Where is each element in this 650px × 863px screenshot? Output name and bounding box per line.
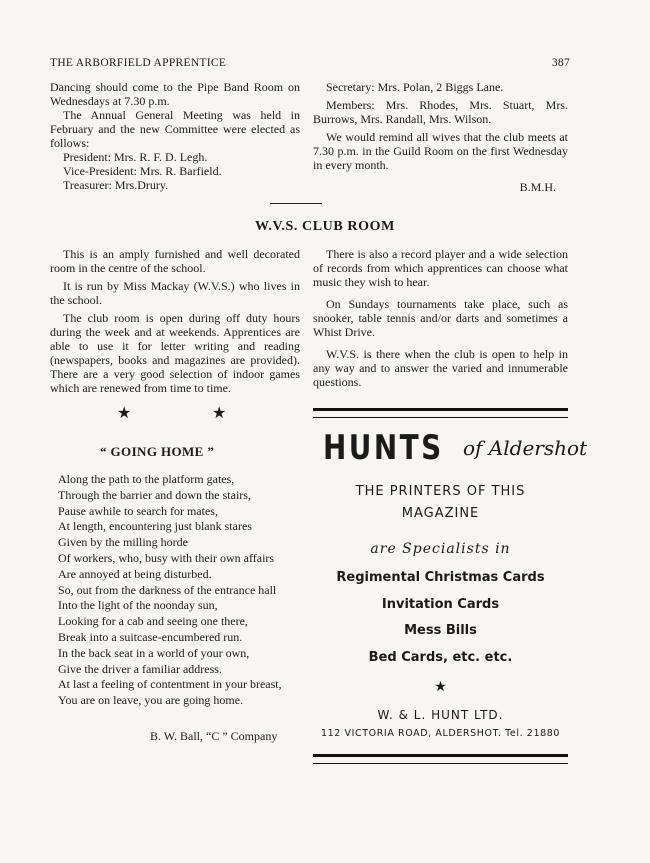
poem-line: Into the light of the noonday sun,: [58, 598, 218, 613]
advert-tagline: are Specialists in: [370, 541, 511, 557]
wvs-heading: W.V.S. CLUB ROOM: [255, 219, 395, 234]
advert-item: Regimental Christmas Cards: [336, 570, 545, 585]
paragraph: W.V.S. is there when the club is open to help in any way and to answer the varied and innumerable questions.: [313, 347, 568, 389]
brand-suffix: of Aldershot: [463, 436, 588, 460]
poem-line: In the back seat in a world of your own,: [58, 645, 250, 660]
poem-line: Looking for a cab and seeing one there,: [58, 614, 248, 629]
section-divider: [270, 203, 322, 204]
poem-line: Along the path to the platform gates,: [58, 472, 235, 486]
advert-line: MAGAZINE: [401, 506, 480, 521]
committee-secretary: Secretary: Mrs. Polan, 2 Biggs Lane.: [326, 80, 504, 94]
poem-line: So, out from the darkness of the entrance hall: [58, 582, 277, 597]
top-right-column: [313, 80, 568, 194]
journal-title: THE ARBORFIELD APPRENTICE: [50, 57, 227, 69]
poem-line: Given by the milling horde: [58, 535, 188, 550]
advert-company: W. & L. HUNT LTD.: [377, 708, 504, 722]
poem-author: B. W. Ball, “C ” Company: [150, 729, 278, 743]
signature: B.M.H.: [519, 180, 556, 194]
advert-line: THE PRINTERS OF THIS: [355, 484, 526, 499]
advert-brand: [313, 428, 588, 468]
star-icon: ★: [117, 405, 132, 422]
poem-title: “ GOING HOME ”: [100, 444, 215, 459]
committee-president: President: Mrs. R. F. D. Legh.: [63, 150, 208, 164]
paragraph: On Sundays tournaments take place, such as snooker, table tennis and/or darts and sometimes a Whist Drive.: [313, 297, 568, 339]
advert-item: Mess Bills: [404, 623, 477, 638]
wvs-left-column: [50, 247, 300, 395]
poem-line: At length, encountering just blank stares: [58, 519, 252, 534]
page-number: 387: [551, 57, 570, 69]
advert-top-rule: [313, 408, 568, 418]
poem-line: Break into a suitcase-encumbered run.: [58, 629, 243, 644]
brand-name: HUNTS: [323, 428, 444, 468]
star-icon: ★: [434, 679, 447, 695]
poem-line: Are annoyed at being disturbed.: [58, 566, 212, 581]
poem-body: [58, 472, 308, 709]
wvs-right-column: [313, 247, 568, 389]
advert-item: Invitation Cards: [381, 597, 500, 612]
poem-line: Give the driver a familiar address.: [58, 661, 222, 676]
paragraph: Dancing should come to the Pipe Band Room on Wednesdays at 7.30 p.m.: [50, 80, 300, 108]
advert-bottom-rule: [313, 754, 568, 764]
paragraph: We would remind all wives that the club meets at 7.30 p.m. in the Guild Room on the first Wednesday in every month.: [313, 130, 568, 172]
advert-item: Bed Cards, etc. etc.: [368, 650, 513, 665]
paragraph: The club room is open during off duty hours during the week and at weekends. Apprentices are able to use it for letter writing and reading (newspapers, books and magazines are provided). There are a very good selection of indoor games which are renewed from time to time.: [50, 311, 300, 395]
paragraph: The Annual General Meeting was held in February and the new Committee were elected as follows:: [50, 108, 300, 150]
committee-members: Members: Mrs. Rhodes, Mrs. Stuart, Mrs. Burrows, Mrs. Randall, Mrs. Wilson.: [313, 98, 568, 126]
paragraph: This is an amply furnished and well decorated room in the centre of the school.: [50, 247, 300, 275]
advert-address: 112 VICTORIA ROAD, ALDERSHOT. Tel. 21880: [320, 728, 561, 739]
paragraph: There is also a record player and a wide selection of records from which apprentices can choose what music they wish to hear.: [313, 247, 568, 289]
paragraph: It is run by Miss Mackay (W.V.S.) who lives in the school.: [50, 279, 300, 307]
poem-line: Pause awhile to search for mates,: [58, 503, 218, 518]
committee-vice-president: Vice-President: Mrs. R. Barfield.: [63, 164, 222, 178]
committee-treasurer: Treasurer: Mrs.Drury.: [63, 178, 169, 192]
top-left-column: [50, 80, 300, 192]
poem-line: At last a feeling of contentment in your breast,: [58, 677, 282, 692]
poem-line: Through the barrier and down the stairs,: [58, 487, 251, 502]
poem-line: You are on leave, you are going home.: [58, 693, 244, 708]
star-icon: ★: [212, 405, 227, 422]
poem-line: Of workers, who, busy with their own affairs: [58, 550, 275, 565]
